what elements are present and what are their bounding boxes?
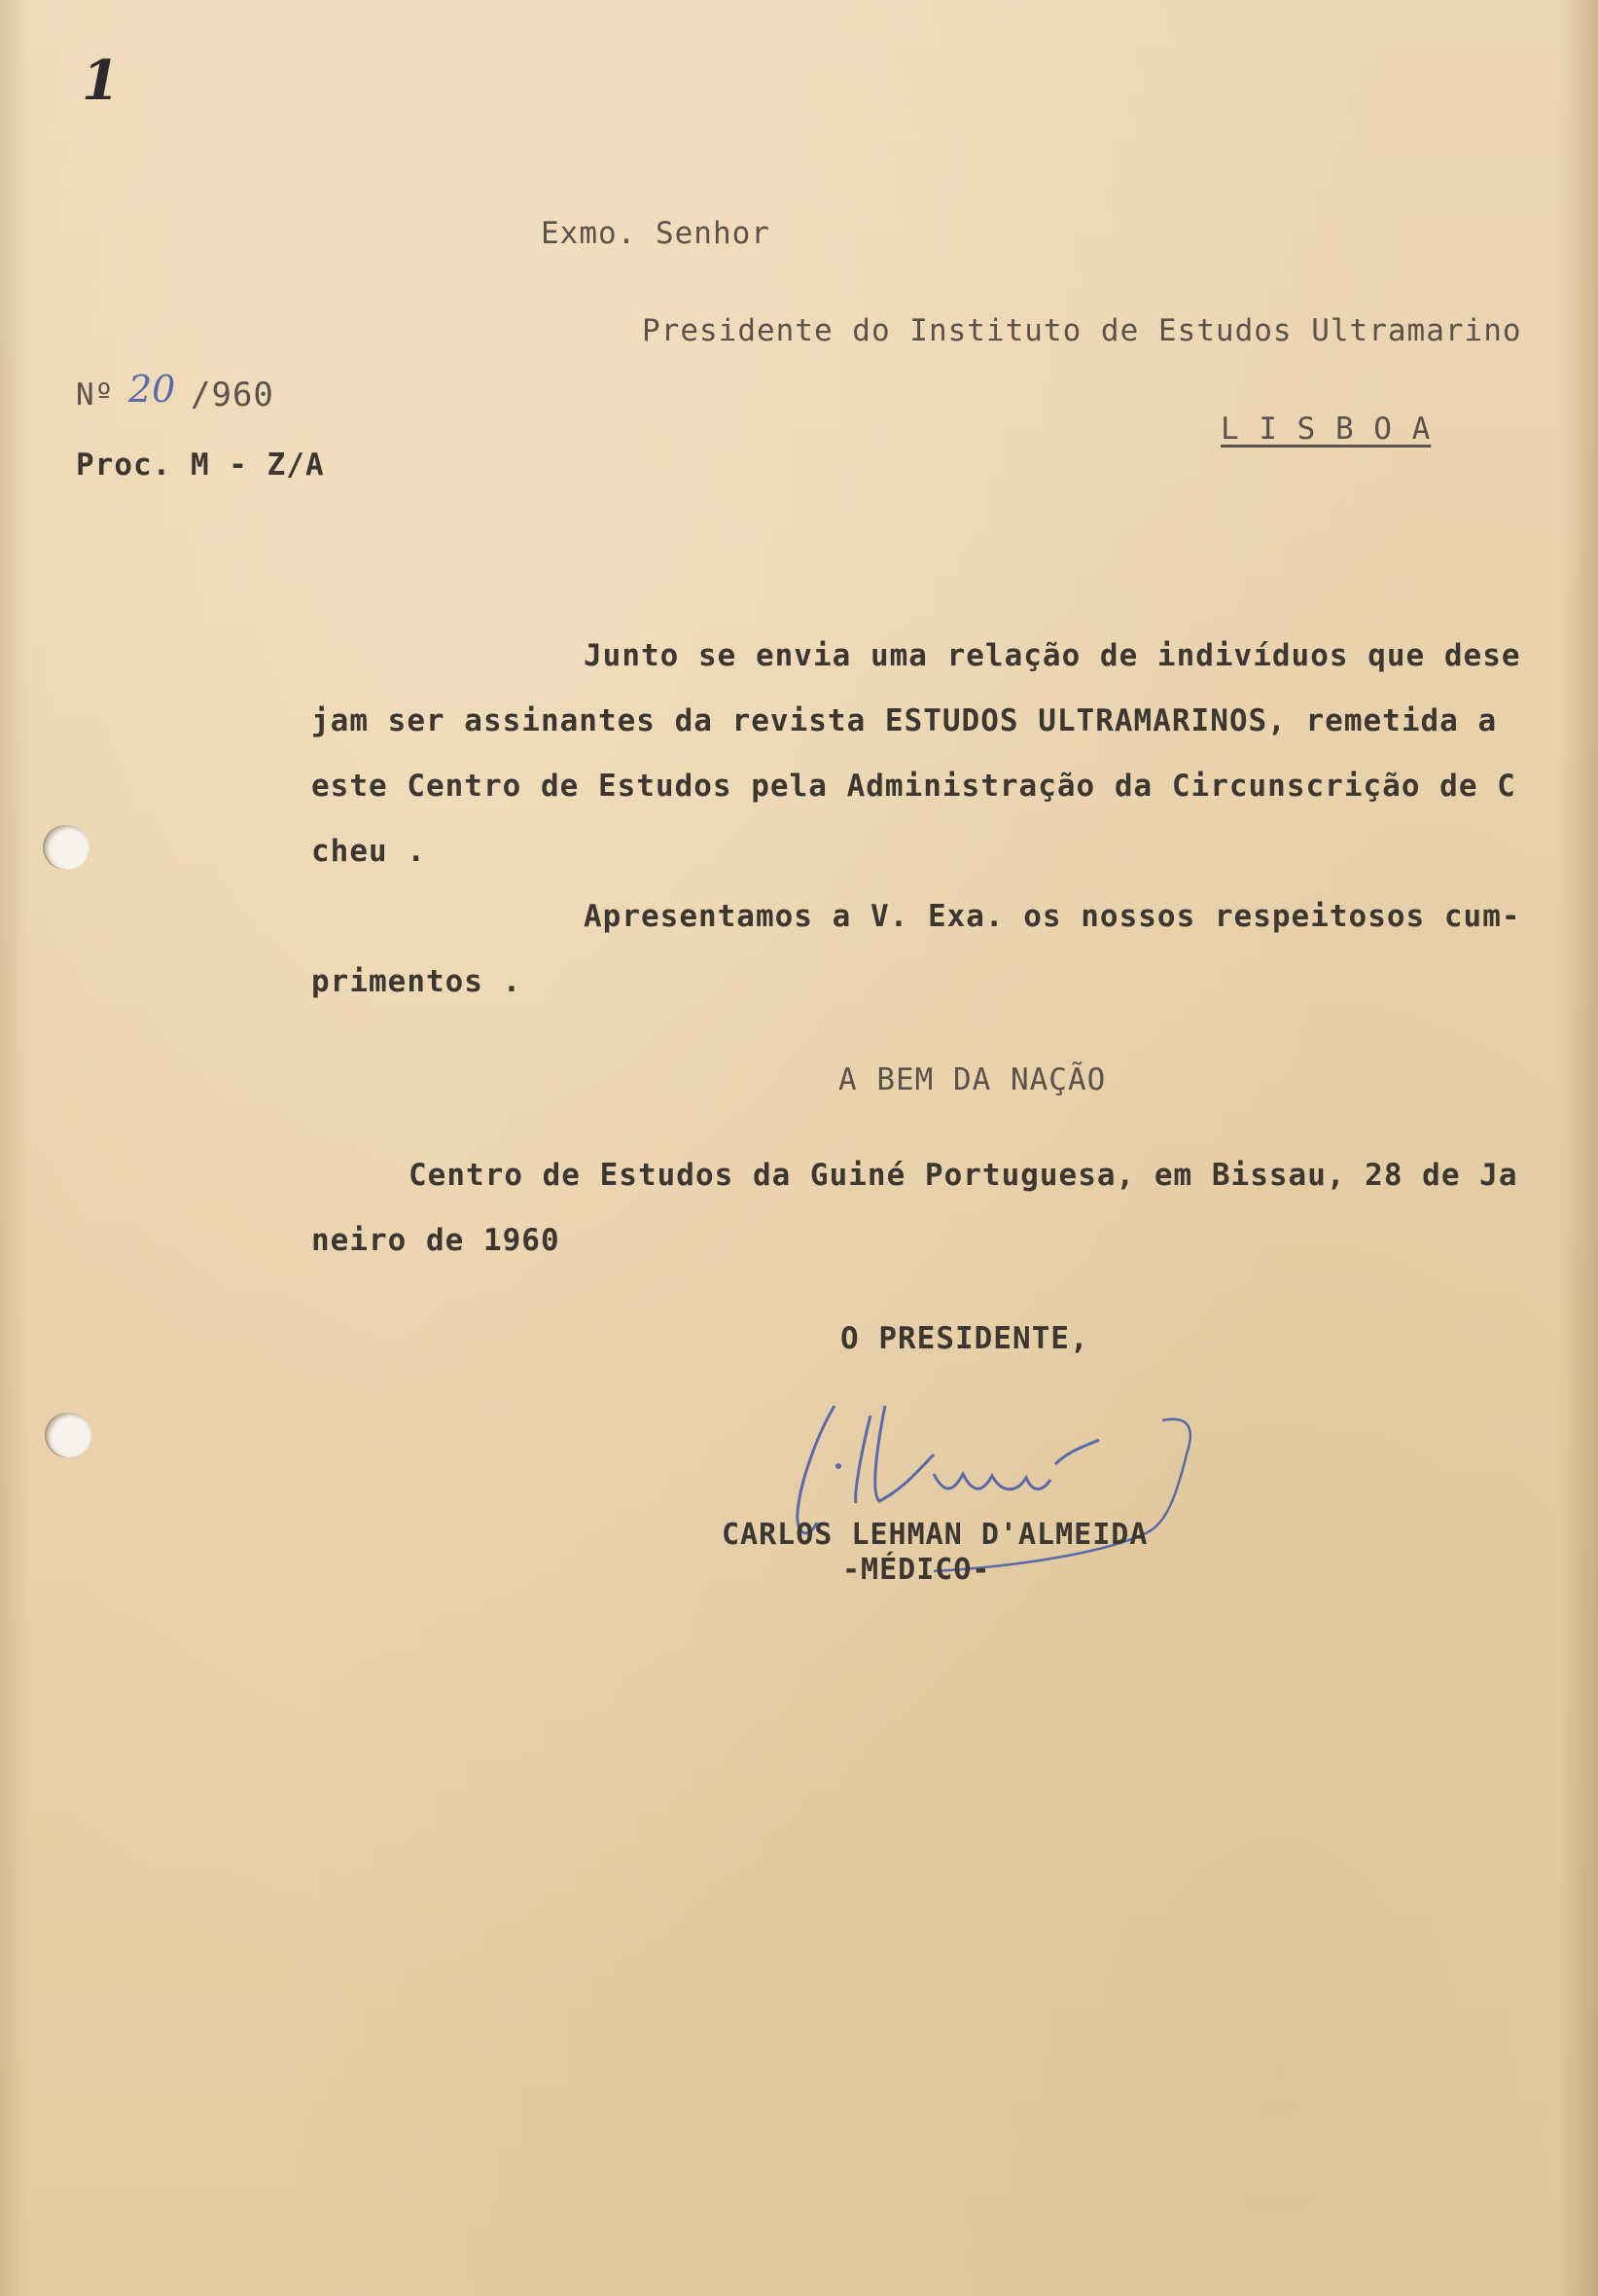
body-line-2: jam ser assinantes da revista ESTUDOS ULTRAMARINOS, remetida a: [311, 703, 1498, 738]
signer-name: CARLOS LEHMAN D'ALMEIDA: [722, 1518, 1149, 1552]
corner-pen-mark: 1: [82, 49, 120, 113]
body-line-1: Junto se envia uma relação de indivíduos que dese: [584, 638, 1521, 673]
place-date-line-1: Centro de Estudos da Guiné Portuguesa, em Bissau, 28 de Ja: [408, 1158, 1518, 1193]
addressee-city: L I S B O A: [1221, 412, 1432, 447]
body-line-6: primentos .: [311, 964, 522, 999]
punch-hole-bottom: [47, 1413, 91, 1457]
body-line-5: Apresentamos a V. Exa. os nossos respeitosos cum-: [584, 899, 1521, 934]
closing-motto: A BEM DA NAÇÃO: [838, 1062, 1107, 1097]
paper-edge-left: [0, 0, 29, 2296]
reference-year: /960: [191, 376, 274, 414]
reference-handwritten-number: 20: [128, 368, 176, 411]
signer-title: -MÉDICO-: [842, 1553, 991, 1587]
signer-role: O PRESIDENTE,: [840, 1321, 1089, 1356]
reference-prefix: Nº: [76, 377, 115, 413]
punch-hole-top: [45, 825, 89, 870]
salutation: Exmo. Senhor: [541, 216, 770, 251]
process-code: Proc. M - Z/A: [76, 448, 325, 483]
paper-edge-right: [1559, 0, 1598, 2296]
addressee-title: Presidente do Instituto de Estudos Ultramarino: [642, 313, 1522, 348]
body-line-3: este Centro de Estudos pela Administração da Circunscrição de C: [311, 769, 1516, 804]
body-line-4: cheu .: [311, 834, 426, 869]
place-date-line-2: neiro de 1960: [311, 1223, 560, 1258]
